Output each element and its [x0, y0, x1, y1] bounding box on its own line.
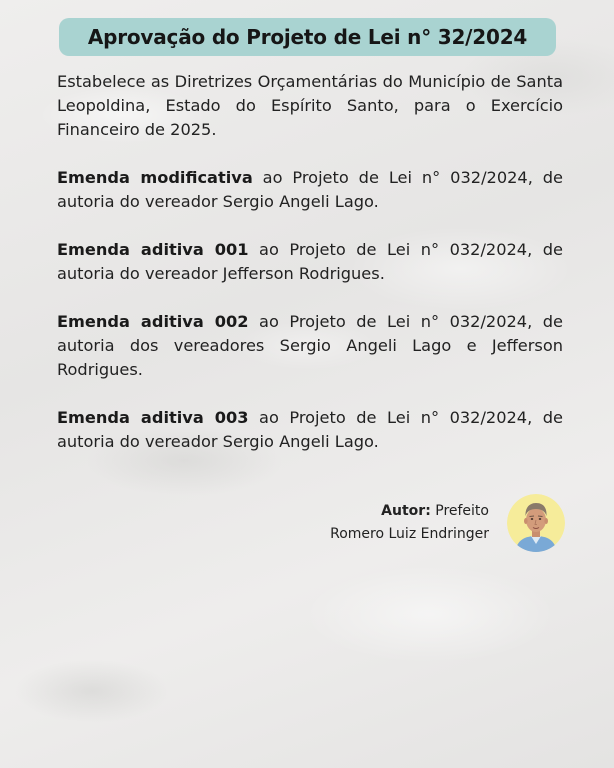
title-banner — [59, 18, 556, 56]
amendment-title: Emenda aditiva 002 — [57, 312, 249, 331]
author-name: Romero Luiz Endringer — [330, 526, 489, 542]
amendment-title: Emenda modificativa — [57, 168, 253, 187]
author-role: Prefeito — [430, 503, 489, 519]
amendment-text: ao Projeto de Lei n° 032/2024, de autoria do vereador Sergio Angeli Lago. — [57, 168, 564, 211]
avatar — [507, 494, 565, 552]
amendment-paragraph — [57, 166, 563, 214]
intro-paragraph: Estabelece as Diretrizes Orçamentárias do Município de Santa Leopoldina, Estado do Espírito Santo, para o Exercício Financeiro de 2025. — [57, 72, 563, 139]
author-label: Autor: — [381, 503, 431, 519]
amendment-paragraph — [57, 238, 563, 286]
amendment-title: Emenda aditiva 001 — [57, 240, 249, 259]
amendment-paragraph — [57, 310, 563, 382]
amendment-paragraph — [57, 406, 563, 454]
amendment-text: ao Projeto de Lei n° 032/2024, de autoria do vereador Jefferson Rodrigues. — [57, 240, 563, 283]
amendment-text: ao Projeto de Lei n° 032/2024, de autoria do vereador Sergio Angeli Lago. — [57, 408, 563, 451]
amendment-title: Emenda aditiva 003 — [57, 408, 249, 427]
author-role-line — [330, 500, 489, 523]
author-block — [330, 500, 489, 546]
amendment-text: ao Projeto de Lei n° 032/2024, de autoria dos vereadores Sergio Angeli Lago e Jefferson Rodrigues. — [57, 312, 563, 379]
author-portrait-icon — [507, 494, 565, 552]
document-body — [57, 70, 563, 478]
page-title: Aprovação do Projeto de Lei n° 32/2024 — [87, 25, 528, 49]
